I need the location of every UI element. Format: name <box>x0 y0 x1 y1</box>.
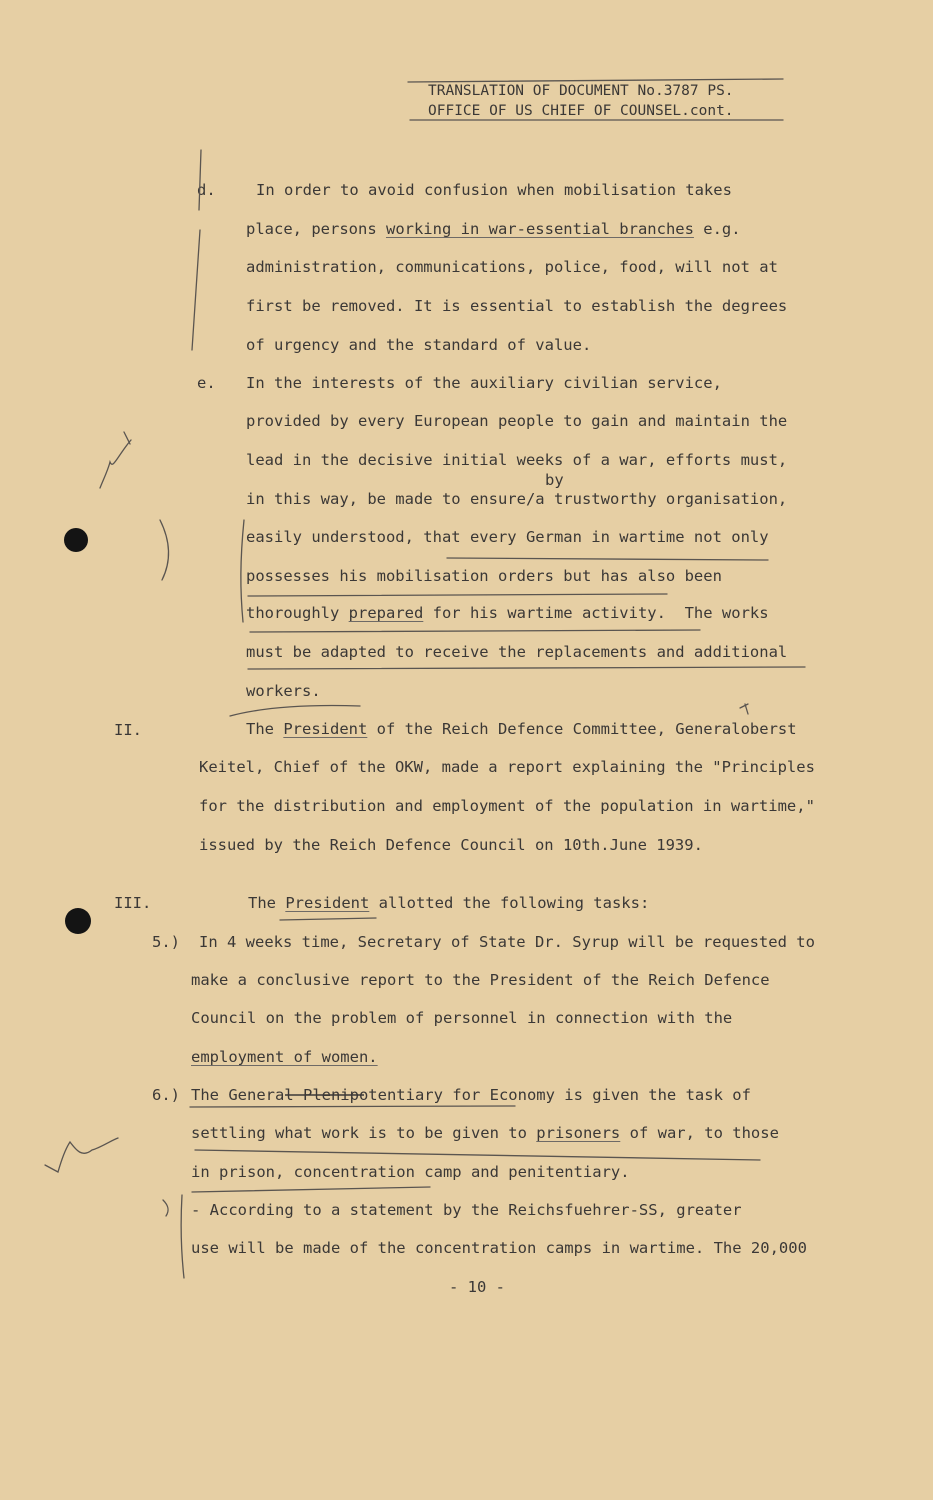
item-e-line-5: easily understood, that every German in wartime not only <box>246 528 769 546</box>
section-ii-label: II. <box>114 721 142 739</box>
item-d-line-3: administration, communications, police, food, will not at <box>246 258 778 276</box>
item-e-line-8: must be adapted to receive the replacements and additional <box>246 643 788 661</box>
punch-hole-icon <box>65 908 91 934</box>
item-e-line-3: lead in the decisive initial weeks of a war, efforts must, <box>246 451 788 469</box>
underlined-president-2: President <box>285 894 370 912</box>
item-d-label: d. <box>197 181 216 199</box>
item-e-line-2: provided by every European people to gain and maintain the <box>246 412 788 430</box>
underlined-prisoners: prisoners <box>536 1124 621 1142</box>
task-6-line-4: - According to a statement by the Reichsfuehrer-SS, greater <box>191 1201 742 1219</box>
header-line-2: OFFICE OF US CHIEF OF COUNSEL.cont. <box>428 103 734 119</box>
task-6-label: 6.) <box>152 1086 180 1104</box>
punch-hole-icon <box>64 528 88 552</box>
task-5-line-1: In 4 weeks time, Secretary of State Dr. Syrup will be requested to <box>199 933 815 951</box>
item-e-line-4: in this way, be made to ensure/a trustworthy organisation, <box>246 490 788 508</box>
task-5-label: 5.) <box>152 933 180 951</box>
insertion-by: by <box>545 471 564 489</box>
item-e-line-9: workers. <box>246 682 321 700</box>
underlined-prepared: prepared <box>348 604 424 622</box>
page-number: - 10 - <box>449 1278 505 1296</box>
item-e-line-7: thoroughly prepared for his wartime activity. The works <box>246 604 769 622</box>
section-ii-line-3: for the distribution and employment of the population in wartime," <box>199 797 815 815</box>
section-iii-intro: The President allotted the following tasks: <box>248 894 650 912</box>
item-e-line-6: possesses his mobilisation orders but has also been <box>246 567 722 585</box>
section-ii-line-1: The President of the Reich Defence Committee, Generaloberst <box>246 720 797 738</box>
task-6-line-2: settling what work is to be given to prisoners of war, to those <box>191 1124 779 1142</box>
task-5-line-3: Council on the problem of personnel in connection with the <box>191 1009 733 1027</box>
item-d-line-5: of urgency and the standard of value. <box>246 336 592 354</box>
section-ii-line-2: Keitel, Chief of the OKW, made a report explaining the "Principles <box>199 758 815 776</box>
item-e-label: e. <box>197 374 216 392</box>
underlined-war-essential: working in war-essential branches <box>385 220 694 238</box>
task-6-line-3: in prison, concentration camp and penitentiary. <box>191 1163 630 1181</box>
section-ii-line-4: issued by the Reich Defence Council on 10th.June 1939. <box>199 836 703 854</box>
task-6-line-5: use will be made of the concentration camps in wartime. The 20,000 <box>191 1239 807 1257</box>
task-5-line-4: employment of women. <box>191 1048 378 1066</box>
header-line-1: TRANSLATION OF DOCUMENT No.3787 PS. <box>428 83 734 99</box>
task-5-line-2: make a conclusive report to the President of the Reich Defence <box>191 971 770 989</box>
item-e-line-1: In the interests of the auxiliary civilian service, <box>246 374 722 392</box>
item-d-line-1: In order to avoid confusion when mobilisation takes <box>256 181 732 199</box>
section-iii-label: III. <box>114 894 152 912</box>
task-6-line-1: The General Plenipotentiary for Economy is given the task of <box>191 1086 751 1104</box>
item-d-line-4: first be removed. It is essential to establish the degrees <box>246 297 788 315</box>
item-d-line-2: place, persons working in war-essential branches e.g. <box>246 220 741 238</box>
underlined-president: President <box>283 720 368 738</box>
